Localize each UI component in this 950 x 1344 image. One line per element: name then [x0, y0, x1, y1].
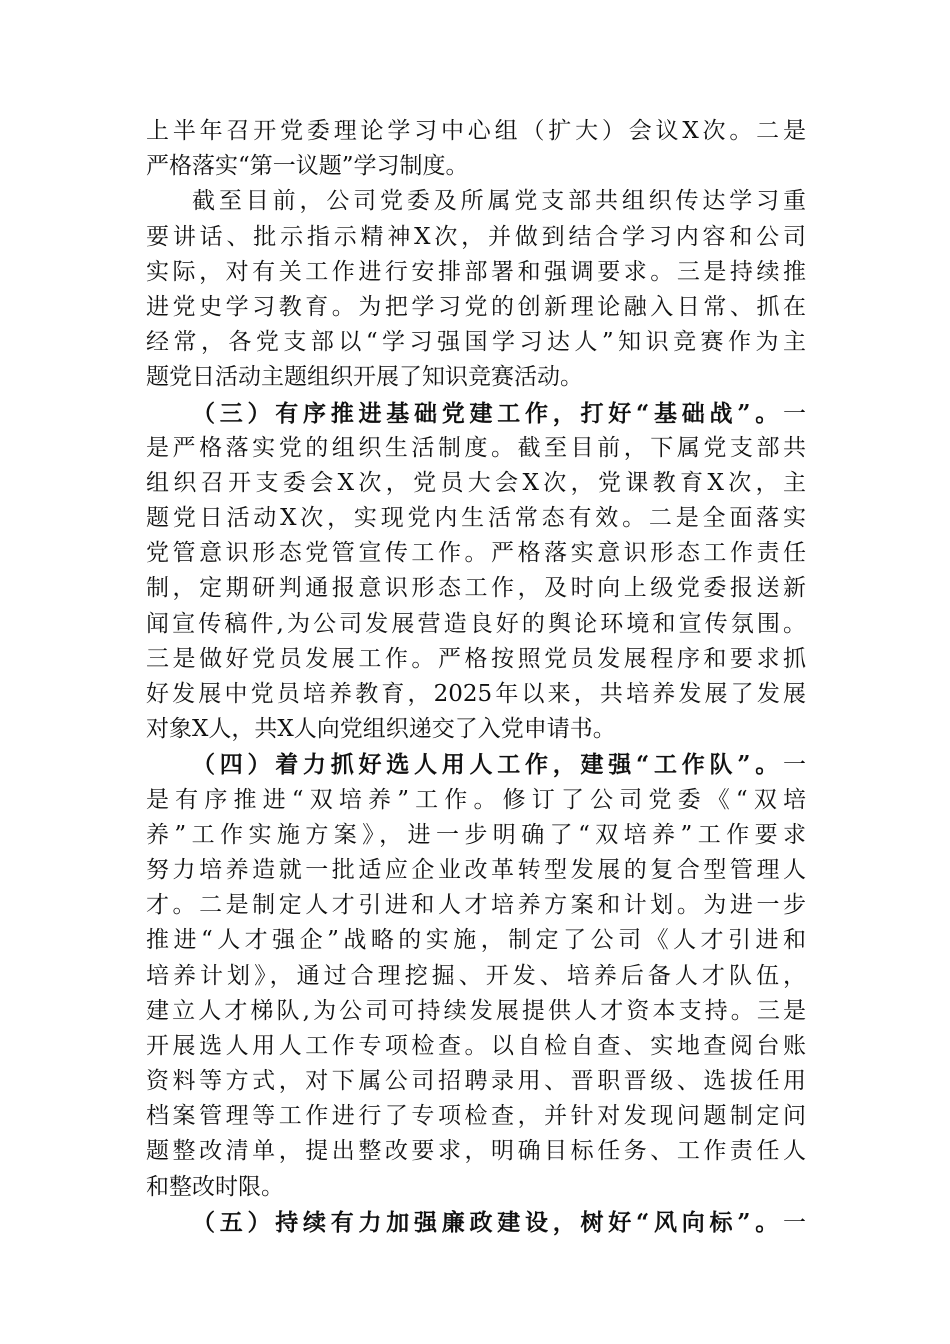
- text-line: 严格落实“第一议题”学习制度。: [146, 153, 469, 180]
- text-line: 要讲话、批示指示精神X次，并做到结合学习内容和公司: [146, 223, 806, 250]
- text-line: 才。二是制定人才引进和人才培养方案和计划。为进一步: [146, 892, 806, 919]
- text-line: 养”工作实施方案》，进一步明确了“双培养”工作要求: [146, 821, 806, 848]
- text-line: 好发展中党员培养教育，2025年以来，共培养发展了发展: [146, 681, 806, 707]
- text-line: 题党日活动X次，实现党内生活常态有效。二是全面落实: [146, 505, 806, 532]
- text-line: 是严格落实党的组织生活制度。截至目前，下属党支部共: [146, 434, 806, 461]
- text-line: 题党日活动主题组织开展了知识竞赛活动。: [146, 364, 583, 391]
- text-line: 进党史学习教育。为把学习党的创新理论融入日常、抓在: [146, 293, 806, 320]
- text-line: 题整改清单，提出整改要求，明确目标任务、工作责任人: [146, 1138, 806, 1165]
- text-line: 实际，对有关工作进行安排部署和强调要求。三是持续推: [146, 258, 806, 285]
- text-line: 制，定期研判通报意识形态工作，及时向上级党委报送新: [146, 575, 806, 602]
- section-heading: （三）有序推进基础党建工作，打好“基础战”。: [192, 399, 783, 427]
- text-line: 截至目前，公司党委及所属党支部共组织传达学习重: [192, 188, 806, 215]
- text-line: 经常，各党支部以“学习强国学习达人”知识竞赛作为主: [146, 329, 806, 356]
- text-line: 档案管理等工作进行了专项检查，并针对发现问题制定问: [146, 1103, 806, 1130]
- text-line: 和整改时限。: [146, 1173, 284, 1200]
- text-line: 推进“人才强企”战略的实施，制定了公司《人才引进和: [146, 927, 806, 954]
- document-body: [146, 114, 806, 1240]
- text-fragment: 一: [783, 400, 806, 427]
- text-line: 党管意识形态党管宣传工作。严格落实意识形态工作责任: [146, 540, 806, 567]
- section-heading: （五）持续有力加强廉政建设，树好“风向标”。: [192, 1208, 783, 1236]
- text-line: 培养计划》，通过合理挖掘、开发、培养后备人才队伍，: [146, 962, 806, 989]
- text-line: 闻宣传稿件,为公司发展营造良好的舆论环境和宣传氛围。: [146, 610, 806, 637]
- section-heading: （四）着力抓好选人用人工作，建强“工作队”。: [192, 751, 783, 779]
- text-line: 对象X人，共X人向党组织递交了入党申请书。: [146, 716, 616, 743]
- section-heading-line: [146, 396, 806, 431]
- text-line: 三是做好党员发展工作。严格按照党员发展程序和要求抓: [146, 645, 806, 672]
- text-line: 资料等方式，对下属公司招聘录用、晋职晋级、选拔任用: [146, 1068, 806, 1095]
- text-line: 上半年召开党委理论学习中心组（扩大）会议X次。二是: [146, 118, 806, 144]
- section-heading-line: [146, 1205, 806, 1240]
- text-fragment: 一: [783, 1209, 806, 1236]
- text-line: 努力培养造就一批适应企业改革转型发展的复合型管理人: [146, 856, 806, 883]
- text-line: 建立人才梯队,为公司可持续发展提供人才资本支持。三是: [146, 997, 806, 1024]
- text-line: 开展选人用人工作专项检查。以自检自查、实地查阅台账: [146, 1032, 806, 1059]
- section-heading-line: [146, 747, 806, 782]
- text-line: 组织召开支委会X次，党员大会X次，党课教育X次，主: [146, 469, 806, 496]
- text-fragment: 一: [783, 752, 806, 779]
- text-line: 是有序推进“双培养”工作。修订了公司党委《“双培: [146, 786, 806, 813]
